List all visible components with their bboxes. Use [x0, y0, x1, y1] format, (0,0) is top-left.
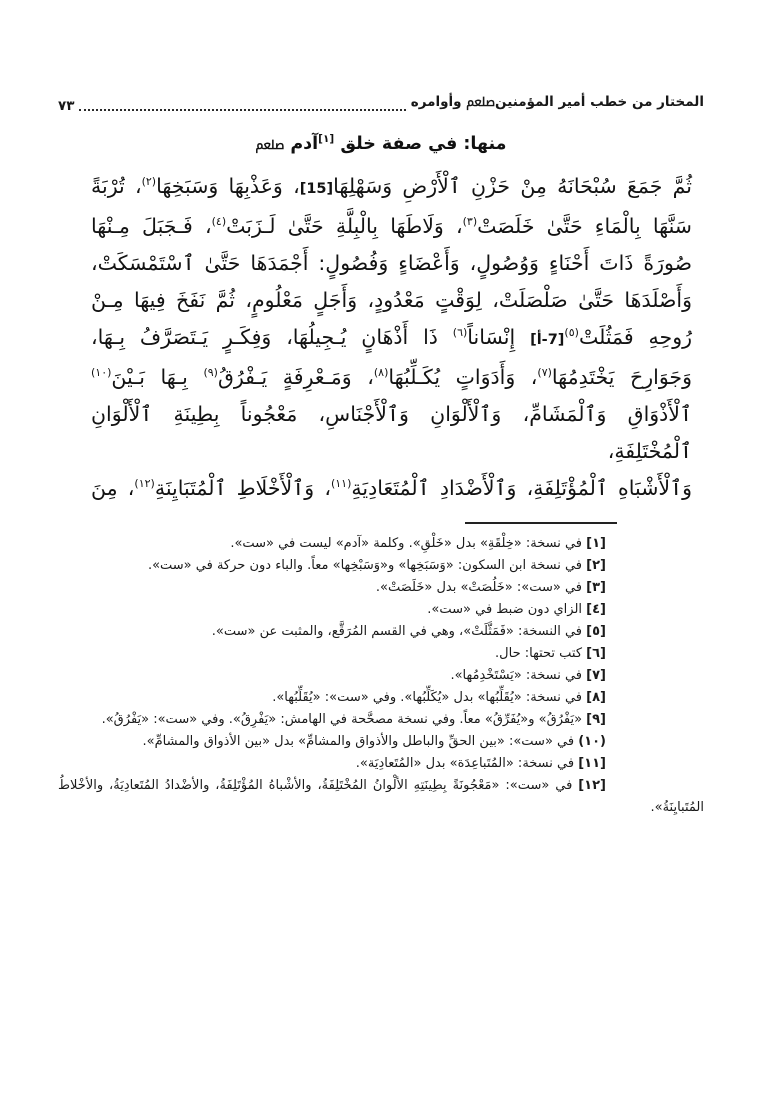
footnote-marker: [١١]	[578, 756, 606, 771]
footnote-item: [٣] في «ست»: «خَلُصَتْ» بدل «خَلَصَتْ».	[375, 580, 606, 595]
body-text	[91, 168, 692, 507]
body-text-line: سَنَّهَا بِالْمَاءِ حَتَّىٰ خَلَصَتْ$^{(٣)}$، وَلَاطَهَا بِالْبِلَّةِ حَتَّىٰ لَـزَبَتْ$^{(٤)}$، فَـجَبَلَ مِـنْهَا	[91, 214, 692, 238]
footnote-item: [٤] الزاي دون ضبط في «ست».	[427, 602, 606, 617]
footnote-item: [٥] في النسخة: «فَمَثَّلَتْ»، وهي في القسم المُرَقَّع، والمثبت عن «ست».	[211, 624, 606, 639]
body-text-line: ثُمَّ جَمَعَ سُبْحَانَهُ مِنْ حَزْنِ ٱلْأَرْضِ وَسَهْلِهَا[15]، وَعَذْبِهَا وَسَبَخِهَا$^{(٢)}$، تُرْبَةً	[91, 174, 692, 198]
footnote-item: [٧] في نسخة: «يَسْتَخْدِمُها».	[450, 668, 606, 683]
footnote-marker: [٩]	[586, 712, 606, 727]
footnote-item: [٢] في نسخة ابن السكون: «وَسَبَخِها» و«وَسَبْخِها» معاً. والباء دون حركة في «ست».	[147, 558, 606, 573]
footnote-marker: [٧]	[586, 668, 606, 683]
book-title-suffix: وأوامره	[410, 94, 462, 110]
footnote-item: [٨] في نسخة: «يُقَلِّبُها» بدل «يُكَلِّبُها». وفي «ست»: «يُقَلِّبُها».	[272, 690, 606, 705]
footnote-separator	[465, 522, 617, 524]
footnote-marker: [٤]	[586, 602, 606, 617]
footnote-marker: [١٢]	[578, 778, 606, 793]
footnote-item: (١٠) في «ست»: «بين الحقِّ والباطل والأذواق والمشامِّ» بدل «بين الأذواق والمشامِّ».	[142, 734, 606, 749]
book-title	[411, 92, 704, 114]
running-header	[58, 92, 704, 114]
chapter-title	[58, 134, 704, 157]
body-text-line: وَأَصْلَدَهَا حَتَّىٰ صَلْصَلَتْ، لِوَقْتٍ مَعْدُودٍ، وَأَجَلٍ مَعْلُومٍ، ثُمَّ نَفَخَ فِيهَا مِـنْ	[91, 288, 692, 312]
body-text-line: وَجَوَارِحَ يَخْتَدِمُهَا$^{(٧)}$، وَأَدَوَاتٍ يُكَـلِّبُهَا$^{(٨)}$، وَمَـعْرِفَةٍ يَـفْرُقُ$^{(٩)}$ بِـهَا بَـيْنَ$^{(١٠)}$	[91, 365, 693, 389]
alayhis-salam-icon: ﷵ	[466, 95, 496, 109]
footnote-marker: [٢]	[586, 558, 606, 573]
body-text-line: رُوحِهِ فَمَثُلَتْ$^{(٥)}$[7-أ] إِنْسَاناً$^{(٦)}$ ذَا أَذْهَانٍ يُـجِيلُهَا، وَفِكَـرٍ يَـتَصَرَّفُ بِـهَا،	[91, 325, 693, 349]
footnote-item: [١١] في نسخة: «المُتَباعِدَة» بدل «المُتَعادِيَة».	[355, 756, 606, 771]
dotted-leader	[79, 109, 405, 111]
footnote-marker: [٣]	[586, 580, 606, 595]
footnote-marker: [١]	[586, 536, 606, 551]
footnote-item: [٩] «يَفْرُقُ» و«يُفَرِّقُ» معاً. وفي نسخة مصحَّحة في الهامش: «يَفْرِقُ». وفي «ست»: «يَفْرُقُ».	[101, 712, 606, 727]
alayhis-salam-icon: ﷵ	[255, 138, 285, 152]
footnote-marker: [٥]	[586, 624, 606, 639]
footnote-marker: (١٠)	[578, 734, 606, 749]
adam-name: آدم	[290, 134, 319, 154]
footnote-item: [١] في نسخة: «خِلْقَةِ» بدل «خَلْقِ». وكلمة «آدم» ليست في «ست».	[230, 536, 606, 551]
book-title-text: المختار من خطب أمير المؤمنين	[495, 94, 704, 110]
body-text-line: وَٱلْأَشْبَاهِ ٱلْمُؤْتَلِفَةِ، وَٱلْأَضْدَادِ ٱلْمُتَعَادِيَةِ$^{(١١)}$، وَٱلْأَخْلَاطِ ٱلْمُتَبَايِنَةِ$^{(١٢)}$، مِنَ	[91, 476, 692, 500]
footnote-marker: [٦]	[586, 646, 606, 661]
chapter-title-footnote-ref: [١]	[318, 133, 335, 146]
footnote-marker: [٨]	[586, 690, 606, 705]
chapter-title-text: منها: في صفة خلق	[340, 134, 507, 154]
footnote-item: [٦] كتب تحتها: حال.	[495, 646, 606, 661]
body-text-line: ٱلْأَذْوَاقِ وَٱلْمَشَامِّ، وَٱلْأَلْوَانِ وَٱلْأَجْنَاسِ، مَعْجُوناً بِطِينَةِ ٱلْأَلْوَانِ ٱلْمُخْتَلِفَةِ،	[91, 402, 692, 463]
footnotes	[58, 533, 704, 819]
page-number: ٧٣	[58, 98, 75, 114]
footnote-item: [١٢] في «ست»: «مَعْجُونَةً بِطِينَتِهِ الألْوانُ المُخْتَلِفَةُ، والأشْباهُ المُؤْتَلِفَةُ، والأضْدادُ المُتَعادِيَةُ، والأخْلاطُ المُتَبايِنَةُ».	[58, 778, 704, 815]
body-text-line: صُورَةً ذَاتَ أَحْنَاءٍ وَوُصُولٍ، وَأَعْضَاءٍ وَفُصُولٍ: أَجْمَدَهَا حَتَّىٰ ٱسْتَمْسَكَتْ،	[91, 251, 692, 275]
